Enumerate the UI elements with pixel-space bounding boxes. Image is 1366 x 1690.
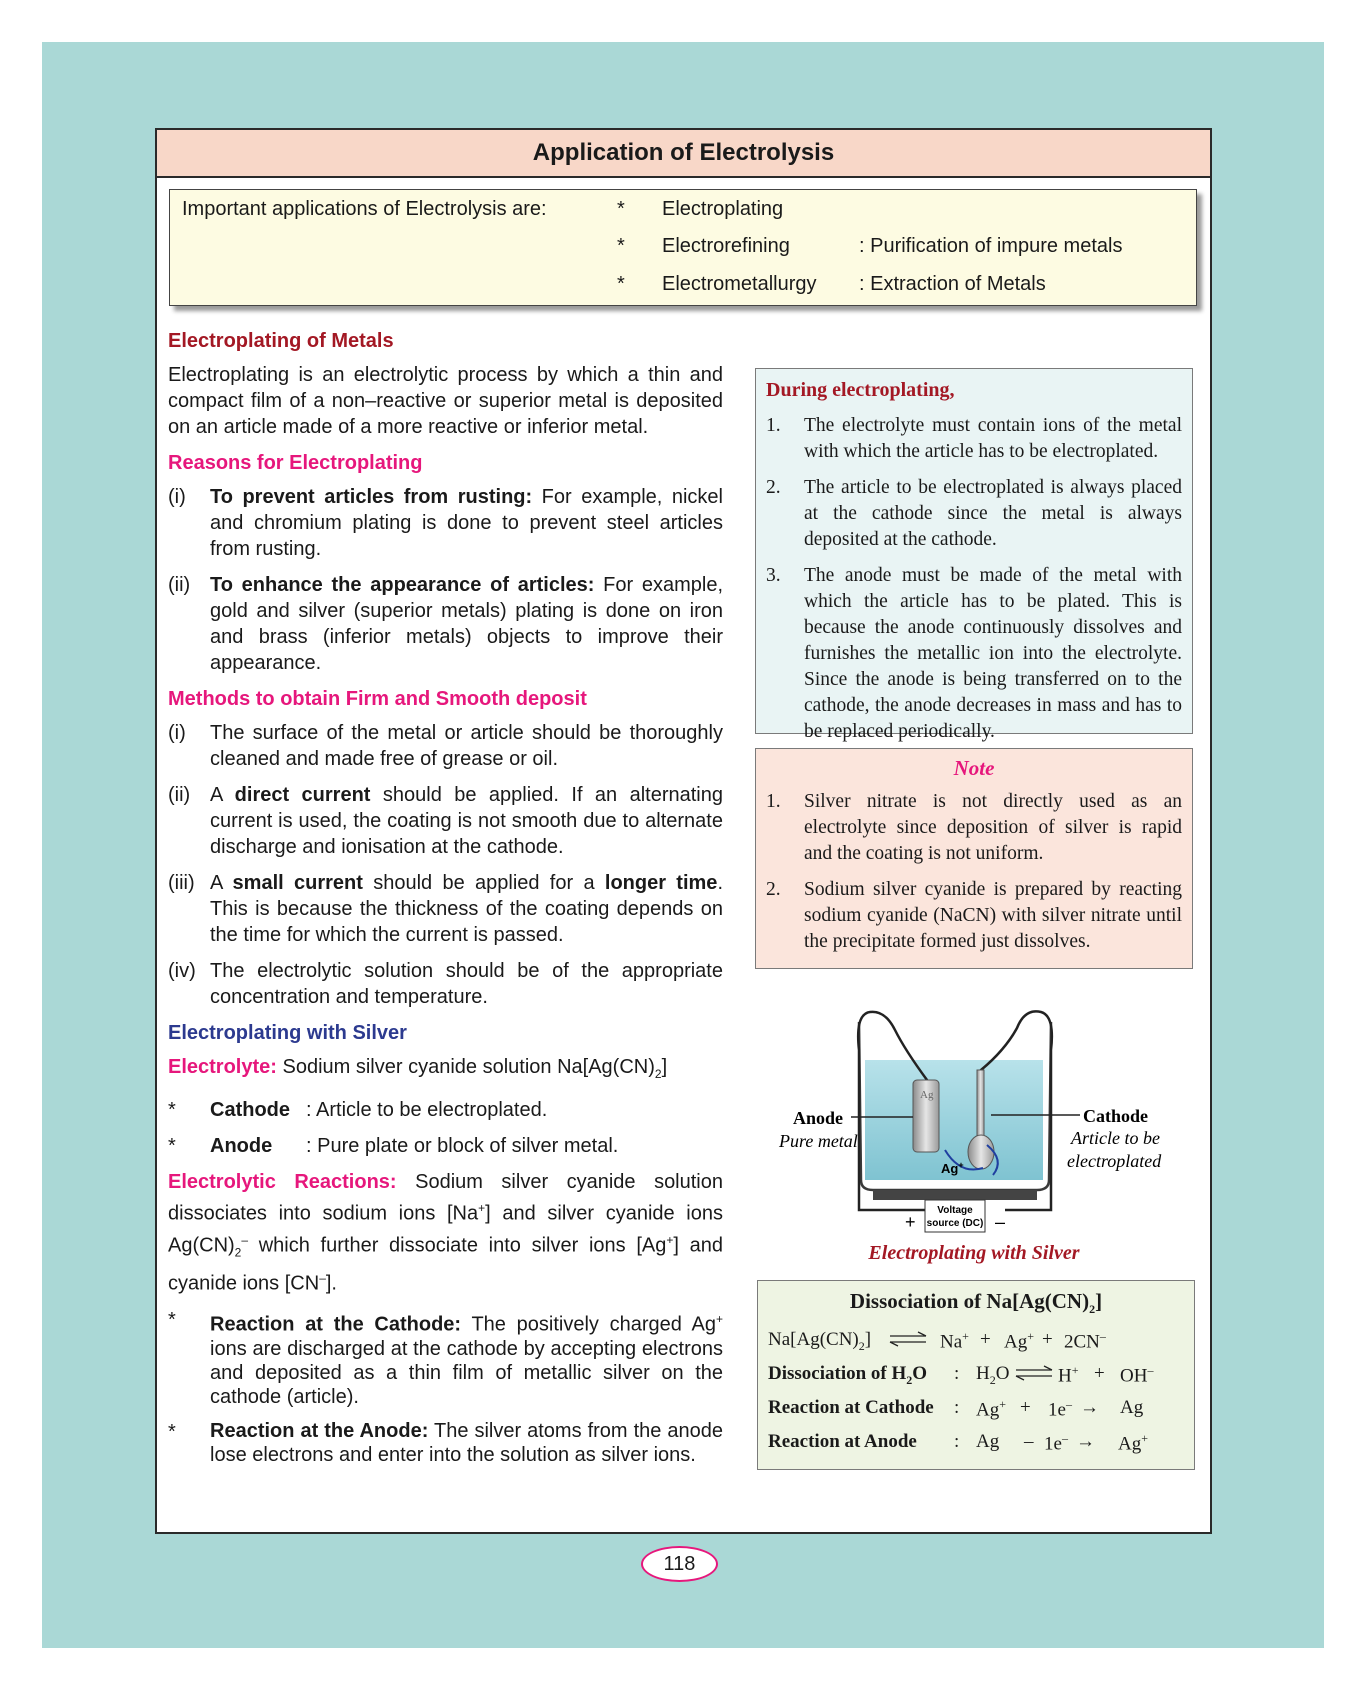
note-heading: Note xyxy=(953,756,995,780)
electrolyte-end: ] xyxy=(661,1056,668,1078)
subscript: 2 xyxy=(989,1372,996,1387)
plus-sign: + xyxy=(1094,1363,1105,1384)
electrolyte-line xyxy=(168,1054,723,1087)
superscript: + xyxy=(1027,1329,1035,1343)
item-bold-text: longer time xyxy=(604,872,718,894)
reactions-text: ] and cyanide ions [CN xyxy=(168,1234,723,1295)
formula-text: Na[Ag(CN) xyxy=(768,1329,859,1350)
plate-mark: Ag xyxy=(920,1089,934,1101)
list-item xyxy=(168,484,723,562)
item-text: Sodium silver cyanide is prepared by reacting sodium cyanide (NaCN) with silver nitrate until the precipitate formed just dissolves. xyxy=(804,879,1182,952)
item-number: 1. xyxy=(766,791,781,812)
heading-text: Dissociation of Na[Ag(CN) xyxy=(849,1289,1090,1313)
ion xyxy=(976,1397,1006,1421)
voltage-source-label: Voltage xyxy=(937,1205,973,1216)
item-number: 2. xyxy=(766,477,781,498)
section-heading-electroplating: Electroplating of Metals xyxy=(168,330,394,352)
minus-terminal: – xyxy=(995,1212,1006,1232)
electron-text: 1e xyxy=(1044,1433,1062,1455)
item-number: (ii) xyxy=(168,574,191,596)
anode-line xyxy=(168,1133,723,1159)
electron-text: 1e xyxy=(1048,1399,1066,1421)
item-bold-text: small current xyxy=(232,872,363,894)
reaction-label: Reaction at Cathode xyxy=(768,1397,934,1418)
ion-charge: + xyxy=(958,1160,964,1170)
superscript: – xyxy=(241,1232,249,1247)
ion xyxy=(1120,1363,1153,1387)
colon: : xyxy=(954,1397,960,1418)
reactions-text: ] and silver cyanide ions Ag(CN) xyxy=(168,1202,723,1257)
list-item xyxy=(766,413,1182,465)
spoon-handle xyxy=(977,1070,984,1140)
ion xyxy=(940,1329,969,1353)
section-heading-reasons: Reasons for Electroplating xyxy=(168,452,423,474)
reactions-text: ]. xyxy=(325,1272,337,1295)
ion-text: Ag xyxy=(976,1399,1000,1421)
left-column xyxy=(168,328,723,1477)
item-text: should be applied for a xyxy=(362,872,605,894)
application-name: Electrorefining xyxy=(662,235,790,257)
list-item xyxy=(766,563,1182,745)
ion xyxy=(1064,1329,1106,1353)
cathode-label: Cathode xyxy=(1083,1106,1149,1126)
product xyxy=(1118,1431,1148,1455)
application-name: Electrometallurgy xyxy=(662,273,817,295)
formula xyxy=(976,1363,1009,1388)
reaction-label xyxy=(768,1363,927,1388)
item-bold-text: To prevent articles from rusting: xyxy=(210,486,533,508)
bullet-star: * xyxy=(168,1099,176,1121)
electron xyxy=(1048,1397,1072,1421)
product: Ag xyxy=(1120,1397,1144,1418)
reactant: Ag xyxy=(976,1431,1000,1452)
item-text: The anode must be made of the metal with which the article has to be plated. This is because the anode continuously dissolves and furnishes the metallic ion into the electrolyte. Since the anode is being transferred on to the cathode, the anode decreases in mass and has to be replaced periodically. xyxy=(804,565,1182,742)
ion-text: OH xyxy=(1120,1365,1148,1387)
equilibrium-arrow-icon xyxy=(888,1331,928,1347)
label-text: Dissociation of H xyxy=(768,1363,907,1384)
ion-text: Ag xyxy=(1004,1331,1028,1353)
cathode-text: : Article to be electroplated. xyxy=(306,1099,548,1121)
list-item xyxy=(766,475,1182,553)
anode-sublabel: Pure metal xyxy=(779,1131,858,1151)
reaction-arrow-icon: → xyxy=(1076,1431,1095,1452)
dissociation-heading xyxy=(758,1289,1194,1317)
note-box xyxy=(755,748,1193,969)
application-description: : Purification of impure metals xyxy=(859,235,1123,257)
formula-text: O xyxy=(995,1363,1010,1384)
superscript: – xyxy=(1147,1363,1154,1377)
list-item xyxy=(168,870,723,948)
list-item xyxy=(168,958,723,1010)
voltage-source-label: source (DC) xyxy=(926,1218,984,1229)
ion-symbol: Ag xyxy=(941,1161,959,1176)
superscript: + xyxy=(1071,1363,1079,1377)
electrolyte-text: Sodium silver cyanide solution Na[Ag(CN) xyxy=(276,1056,655,1078)
item-text: A xyxy=(210,872,233,894)
minus-sign: – xyxy=(1024,1431,1034,1452)
electron xyxy=(1044,1431,1068,1455)
list-item xyxy=(168,572,723,676)
ion-text: Na xyxy=(940,1331,963,1353)
subscript: 2 xyxy=(858,1338,865,1353)
anode-label: Anode xyxy=(210,1135,273,1157)
bullet-star: * xyxy=(617,198,625,220)
subscript: 2 xyxy=(234,1245,242,1260)
ion-text: H xyxy=(1058,1365,1072,1387)
electrolytic-reactions xyxy=(168,1169,723,1297)
plus-terminal: + xyxy=(905,1212,916,1232)
superscript: – xyxy=(1061,1431,1068,1445)
label-text: O xyxy=(912,1363,928,1384)
list-item xyxy=(168,782,723,860)
formula-text: ] xyxy=(864,1329,872,1350)
electroplating-diagram xyxy=(755,990,1193,1240)
dissociation-box xyxy=(757,1280,1195,1470)
product-text: Ag xyxy=(1118,1433,1142,1455)
item-number: 2. xyxy=(766,879,781,900)
page-number: 118 xyxy=(641,1546,718,1582)
item-text: The article to be electroplated is always placed at the cathode since the metal is always deposited at the cathode. xyxy=(804,477,1182,550)
item-text: For example, gold and silver (superior metals) plating is done on iron and brass (inferior metals) objects to improve their appearance. xyxy=(210,574,723,674)
application-name: Electroplating xyxy=(662,198,784,220)
application-description: : Extraction of Metals xyxy=(859,273,1046,295)
item-number: 1. xyxy=(766,415,781,436)
bullet-star: * xyxy=(617,235,625,257)
cathode-sublabel: Article to be xyxy=(1071,1128,1160,1148)
plus-sign: + xyxy=(980,1329,991,1350)
superscript: + xyxy=(666,1232,674,1247)
reactions-label: Electrolytic Reactions: xyxy=(168,1171,397,1193)
content-panel xyxy=(155,128,1212,1534)
subscript: 2 xyxy=(1089,1302,1096,1317)
item-number: 3. xyxy=(766,565,781,586)
applications-intro: Important applications of Electrolysis are: xyxy=(182,198,547,220)
subscript: 2 xyxy=(654,1067,662,1081)
plus-sign: + xyxy=(1020,1397,1031,1418)
reaction-arrow-icon: → xyxy=(1080,1397,1099,1418)
item-text: The surface of the metal or article should be thoroughly cleaned and made free of grease or oil. xyxy=(210,722,723,770)
list-item xyxy=(766,877,1182,955)
applications-box xyxy=(169,189,1197,306)
reactions-text: Sodium silver cyanide solution dissociates into sodium ions [Na xyxy=(168,1171,723,1225)
plus-sign: + xyxy=(1042,1329,1053,1350)
item-bold-text: To enhance the appearance of articles: xyxy=(210,574,595,596)
heading-text: ] xyxy=(1095,1289,1103,1313)
superscript: – xyxy=(1099,1329,1106,1343)
reaction-text: ions are discharged at the cathode by accepting electrons and deposited as a thin film of metallic silver on the cathode (article). xyxy=(210,1337,723,1408)
equilibrium-arrow-icon xyxy=(1014,1365,1054,1381)
item-text: For example, nickel and chromium plating is done to prevent steel articles from rusting. xyxy=(210,486,723,560)
superscript: – xyxy=(319,1271,326,1286)
ion xyxy=(1004,1329,1034,1353)
colon: : xyxy=(954,1363,960,1384)
item-bold-text: direct current xyxy=(234,784,371,806)
superscript: + xyxy=(716,1311,724,1326)
bullet-star: * xyxy=(617,273,625,295)
reaction-heading: Reaction at the Cathode: xyxy=(210,1313,462,1336)
reaction-text: The positively charged Ag xyxy=(461,1313,716,1336)
anode-text: : Pure plate or block of silver metal. xyxy=(306,1135,619,1157)
superscript: + xyxy=(962,1329,969,1343)
item-text: The electrolyte must contain ions of the metal with which the article has to be electroplated. xyxy=(804,415,1182,462)
bullet-star: * xyxy=(168,1135,176,1157)
box-heading: During electroplating, xyxy=(766,379,955,401)
item-text: Silver nitrate is not directly used as an electrolyte since deposition of silver is rapid and the coating is not uniform. xyxy=(804,791,1182,864)
item-number: (iv) xyxy=(168,960,196,982)
item-number: (ii) xyxy=(168,784,191,806)
anode-label: Anode xyxy=(793,1108,844,1128)
cathode-reaction xyxy=(168,1307,723,1409)
diagram-caption: Electroplating with Silver xyxy=(868,1242,1080,1264)
ion xyxy=(1058,1363,1079,1387)
item-number: (iii) xyxy=(168,872,195,894)
bullet-star: * xyxy=(168,1420,176,1443)
subscript: 2 xyxy=(906,1372,913,1387)
item-text: A xyxy=(210,784,235,806)
reaction-heading: Reaction at the Anode: xyxy=(210,1419,429,1442)
colon: : xyxy=(954,1431,960,1452)
during-electroplating-box xyxy=(755,368,1193,742)
electrolyte-label: Electrolyte: xyxy=(168,1056,277,1078)
page-title: Application of Electrolysis xyxy=(157,130,1210,178)
item-text: . This is because the thickness of the coating depends on the time for which the current is passed. xyxy=(210,872,723,946)
spoon-head xyxy=(968,1135,994,1169)
reaction-text: The silver atoms from the anode lose electrons and enter into the solution as silver ions. xyxy=(210,1419,723,1466)
item-text: The electrolytic solution should be of the appropriate concentration and temperature. xyxy=(210,960,723,1008)
formula xyxy=(768,1329,871,1354)
superscript: + xyxy=(478,1201,486,1215)
superscript: + xyxy=(1141,1431,1149,1445)
section-heading-silver: Electroplating with Silver xyxy=(168,1022,407,1044)
cathode-label: Cathode xyxy=(210,1099,290,1121)
cathode-line xyxy=(168,1097,723,1123)
anode-reaction xyxy=(168,1419,723,1467)
list-item xyxy=(766,789,1182,867)
superscript: – xyxy=(1065,1397,1072,1411)
ion-text: 2CN xyxy=(1064,1331,1100,1353)
superscript: + xyxy=(999,1397,1007,1411)
reaction-label: Reaction at Anode xyxy=(768,1431,917,1452)
bullet-star: * xyxy=(168,1308,176,1331)
reactions-text: which further dissociate into silver ions [Ag xyxy=(248,1234,667,1257)
electroplating-definition: Electroplating is an electrolytic process by which a thin and compact film of a non–reactive or superior metal is deposited on an article made of a more reactive or inferior metal. xyxy=(168,364,723,438)
item-number: (i) xyxy=(168,722,186,744)
formula-text: H xyxy=(976,1363,990,1384)
cathode-sublabel: electroplated xyxy=(1067,1151,1162,1171)
item-number: (i) xyxy=(168,486,186,508)
item-text: should be applied. If an alternating current is used, the coating is not smooth due to alternate discharge and ionisation at the cathode. xyxy=(210,784,723,858)
beaker-base xyxy=(873,1190,1037,1200)
section-heading-methods: Methods to obtain Firm and Smooth deposit xyxy=(168,688,587,710)
list-item xyxy=(168,720,723,772)
